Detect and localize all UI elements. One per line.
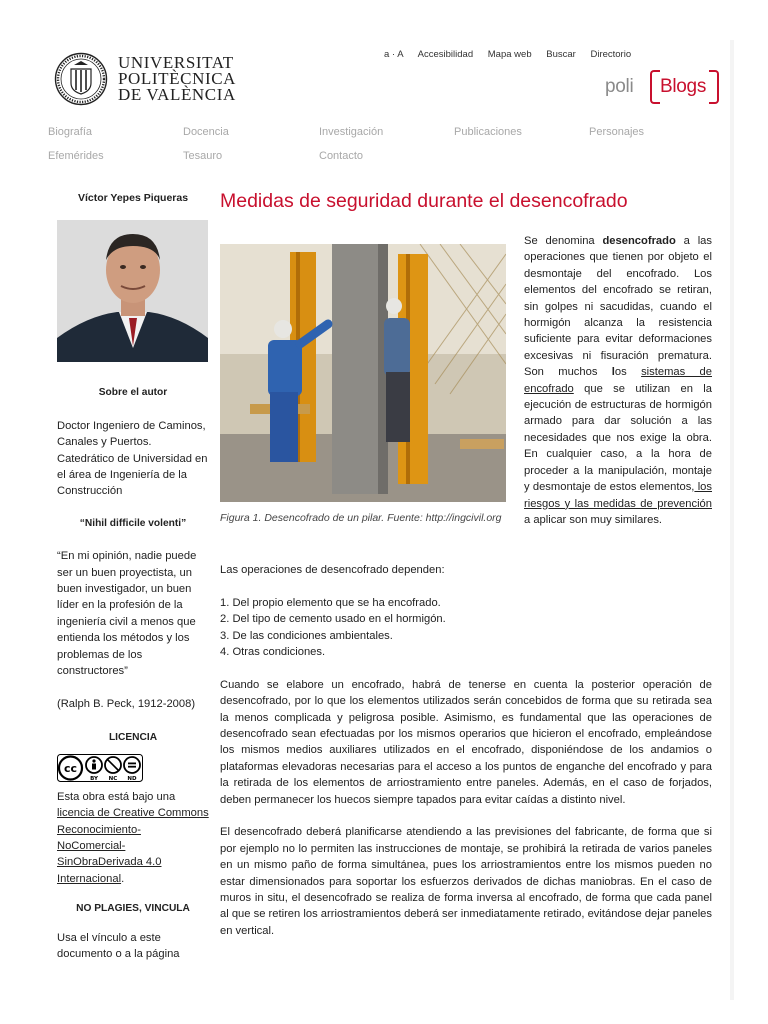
university-name-line: UNIVERSITAT [118,53,234,72]
intro-paragraph [524,233,712,528]
intro-text: que se utilizan en la ejecución de estructuras de hormigón armado para dar solución a las necesidades que nos exige la obra. En cualquier caso, a la hora de proceder a la manipulación, montaje y desmontaje de estos elementos, [524,382,712,494]
university-name-line: DE VALÈNCIA [118,85,236,104]
nav-item-publicaciones[interactable]: Publicaciones [454,126,522,138]
author-name: Víctor Yepes Piqueras [77,192,189,204]
poliblogs-word: Blogs [660,76,707,97]
license-prefix: Esta obra está bajo una [57,790,176,803]
cc-badge-by-label: BY [90,776,98,783]
intro-text: os [614,366,642,379]
cc-badge-nd-label: ND [127,776,137,783]
nav-item-contacto[interactable]: Contacto [319,150,364,162]
paragraph-manufacturer: El desencofrado deberá planificarse atendiendo a las previsiones del fabricante, de forma que si por ejemplo no lo permiten las instrucciones de montaje, se prohibirá la retirada de varios paneles en un mismo paño de forma simultánea, pues los arriostramientos entre los mismos pueden no estar dimensionados para soportar los esfuerzos derivados de dichas maniobras. En el caso de muros in situ, el desencofrado se realiza de forma inversa al encofrado, de forma que cada panel al que se retiren los arriostramientos deberá ser inmediatamente retirado, evitándose dejar paneles en vertical. [220,826,712,937]
nav-item-docencia[interactable]: Docencia [183,126,229,138]
license-suffix: . [121,872,125,885]
article-figure [220,244,506,526]
paragraph-planning: Cuando se elabore un encofrado, habrá de tenerse en cuenta la posterior operación de desencofrado, por lo que los elementos utilizados serán concebidos de forma que su retirada sea la menos complicada y peligrosa posible. Asimismo, es fundamental que las operaciones de desencofrado sean efectuadas por los mismos operarios que hicieron el encofrado, empleándose los mismos medios auxiliares utilizados en el encofrado, disponiéndose de los andamios o plataformas elevadoras necesarias para el acceso a los puntos de enganche del encofrado y para la retirada de los elementos de arriostramiento entre paneles. Además, en el caso de forjados, deben permanecer los huecos siempre tapados para evitar caídas a distinto nivel. [220,678,712,806]
license-statement [57,789,209,887]
nav-item-personajes[interactable]: Personajes [589,126,645,138]
risks-measures-link[interactable]: los riesgos y las medidas de prevención [524,481,712,510]
font-size-toggle[interactable]: a · A [384,49,404,60]
list-item: 2. Del tipo de cemento usado en el hormigón. [220,613,446,626]
formwork-column-photo-icon [220,244,506,502]
depends-intro: Las operaciones de desencofrado dependen: [220,564,445,576]
engineering-quote: “En mi opinión, nadie puede ser un buen proyectista, un buen investigador, un buen líder en la profesión de la ingeniería civil a menos que entienda los métodos y los problemas de los constructores” [57,550,197,678]
university-seal-icon [54,52,108,106]
upv-logo[interactable] [54,52,244,112]
nav-item-investigacion[interactable]: Investigación [319,126,384,138]
university-name-line: POLITÈCNICA [118,69,237,88]
nav-item-tesauro[interactable]: Tesauro [183,150,223,162]
poliblogs-prefix: poli [605,76,634,97]
accessibility-link[interactable]: Accesibilidad [417,49,474,60]
intro-bold-letter: l [611,366,615,379]
article-title: Medidas de seguridad durante el desencofrado [220,190,628,212]
motto-heading: “Nihil difficile volenti” [79,517,187,529]
intro-text: a aplicar son muy similares. [524,513,663,526]
cc-badge-main-text: cc [63,762,78,776]
cc-badge-nc-label: NC [108,776,118,783]
university-name [118,55,236,103]
quote-author: (Ralph B. Peck, 1912-2008) [57,697,196,710]
about-heading: Sobre el autor [98,387,168,399]
utility-links [384,49,643,60]
list-item: 3. De las condiciones ambientales. [220,629,393,642]
nav-item-biografia[interactable]: Biografía [48,126,93,138]
formwork-photo[interactable] [220,244,506,502]
intro-keyword: desencofrado [602,235,676,247]
search-link[interactable]: Buscar [546,49,576,60]
poliblogs-logo[interactable] [605,70,721,106]
plagiarism-text: Usa el vínculo a este documento o a la página [57,931,180,960]
license-heading: LICENCIA [108,731,158,743]
plagiarism-heading: NO PLAGIES, VINCULA [76,903,190,915]
formwork-systems-link[interactable]: sistemas de encofrado [524,366,712,395]
bracket-right-icon [709,70,719,104]
site-map-link[interactable]: Mapa web [487,49,532,60]
page-edge [730,40,734,1000]
bracket-left-icon [650,70,660,104]
nav-item-efemerides[interactable]: Efemérides [48,150,104,162]
article [220,190,712,937]
creative-commons-badge-icon[interactable] [57,754,143,782]
author-portrait-icon [57,220,208,362]
author-photo [57,220,208,362]
intro-text: Se denomina [524,235,603,247]
article-body [220,562,712,956]
list-item: 4. Otras condiciones. [220,646,326,659]
license-link[interactable]: licencia de Creative Commons Reconocimiento-NoComercial-SinObraDerivada 4.0 Internacional [57,807,209,885]
figure-caption: Figura 1. Desencofrado de un pilar. Fuente: http://ingcivil.org [220,512,502,524]
intro-text: a las operaciones que tienen por objeto el desmontaje del encofrado. Los elementos del encofrado se retiran, sin golpes ni sacudidas, cuando el hormigón alcanza la resistencia suficiente para evitar deformaciones excesivas ni fisuración prematura. Son muchos [524,235,712,379]
sidebar [57,190,209,962]
directory-link[interactable]: Directorio [590,49,632,60]
about-text: Doctor Ingeniero de Caminos, Canales y Puertos. Catedrático de Universidad en el área de Ingeniería de la Construcción [57,419,208,498]
conditions-list [220,595,712,661]
list-item: 1. Del propio elemento que se ha encofrado. [220,596,441,609]
